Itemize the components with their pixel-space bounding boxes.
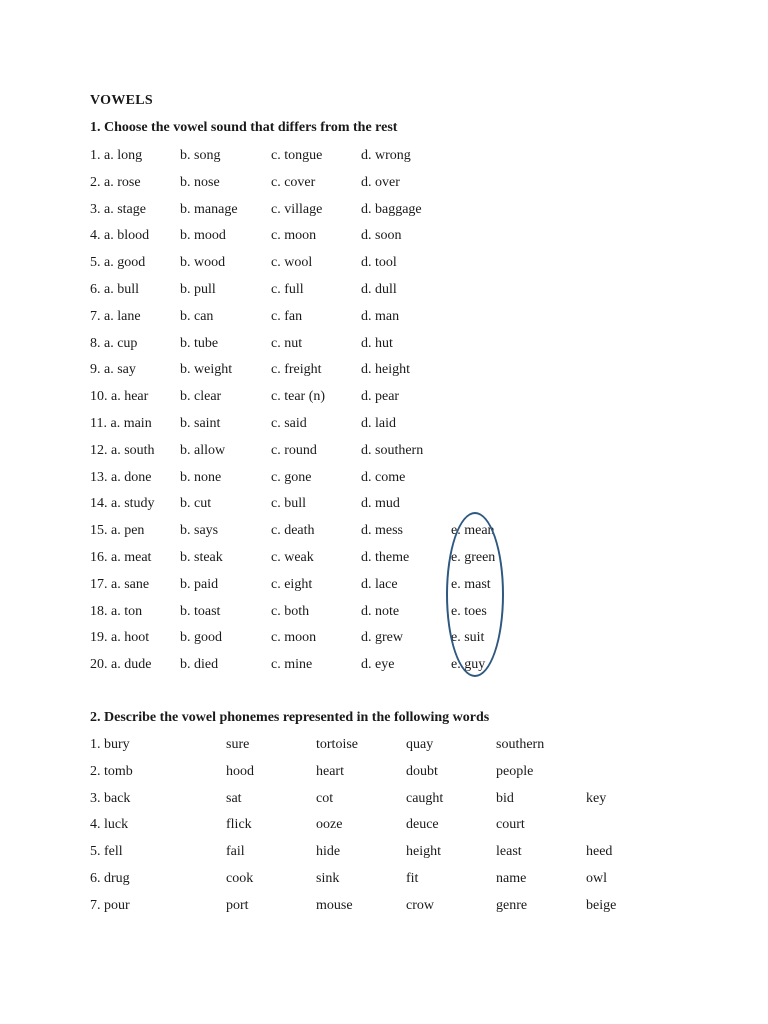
section1-option: e. guy (451, 657, 486, 673)
section1-option: 16. a. meat (90, 550, 152, 565)
section2-word: 1. bury (90, 737, 130, 752)
section1-option: c. nut (271, 335, 303, 351)
section2-word: people (496, 763, 534, 779)
section1-option: d. theme (361, 550, 410, 565)
section1-option: c. round (271, 442, 317, 458)
section1-option: d. eye (361, 657, 395, 673)
section2-word: name (496, 871, 527, 886)
section2-word: bid (496, 790, 514, 806)
section1-option: c. death (271, 523, 315, 539)
section2-word: flick (226, 817, 252, 833)
section1-option: d. baggage (361, 201, 422, 217)
section1-option: c. tongue (271, 148, 323, 163)
section1-heading: 1. Choose the vowel sound that differs from the rest (90, 120, 398, 135)
section1-option: d. laid (361, 416, 396, 431)
section2-word: beige (586, 897, 617, 913)
section1-option: e. suit (451, 630, 485, 646)
section1-option: 17. a. sane (90, 576, 150, 592)
section1-option: 11. a. main (90, 416, 152, 431)
section1-option: 2. a. rose (90, 174, 141, 190)
section1-option: c. eight (271, 576, 313, 592)
section1-option: 10. a. hear (90, 389, 149, 405)
section1-option: b. steak (180, 550, 223, 565)
section2-word: genre (496, 897, 528, 913)
section1-option: 4. a. blood (90, 228, 150, 244)
section1-option: d. mess (361, 523, 403, 539)
section1-option: b. can (180, 308, 214, 324)
section1-option: e. toes (451, 603, 487, 619)
section2-word: fit (406, 871, 419, 886)
section1-option: b. saint (180, 416, 221, 431)
section2-word: 5. fell (90, 844, 123, 860)
section1-option: b. none (180, 469, 222, 485)
section2-word: caught (406, 790, 444, 806)
section2-word: deuce (406, 817, 439, 833)
section1-option: 9. a. say (90, 362, 136, 378)
section2-word: quay (406, 737, 434, 752)
section2-word: fail (226, 844, 245, 860)
section1-option: d. southern (361, 442, 424, 458)
section1-option: 13. a. done (90, 469, 152, 485)
section1-option: d. hut (361, 335, 393, 351)
section2-word: mouse (316, 897, 353, 913)
section1-option: 8. a. cup (90, 335, 138, 351)
section1-option: b. nose (180, 174, 220, 190)
section1-option: c. cover (271, 174, 316, 190)
section1-option: d. over (361, 174, 400, 190)
section1-option: c. fan (271, 308, 303, 324)
section1-option: c. full (271, 282, 304, 297)
section1-option: b. manage (180, 201, 238, 217)
section1-option: b. good (180, 630, 222, 646)
section1-option: b. weight (180, 362, 233, 378)
page-title: VOWELS (90, 93, 153, 108)
section1-option: c. gone (271, 469, 312, 485)
section1-option: d. lace (361, 576, 398, 592)
section2-word: court (496, 817, 525, 833)
section1-option: c. both (271, 603, 310, 619)
section1-option: e. mast (451, 576, 491, 592)
section2-word: sure (226, 737, 250, 752)
section1-option: c. said (271, 416, 307, 431)
section1-option: 18. a. ton (90, 603, 143, 619)
section2-word: crow (406, 897, 434, 913)
section1-option: d. soon (361, 228, 402, 244)
section1-option: b. says (180, 523, 219, 539)
section2-word: southern (496, 737, 545, 752)
section1-option: c. freight (271, 362, 322, 378)
section1-option: b. song (180, 148, 221, 163)
section1-option: b. mood (180, 228, 226, 244)
section2-word: heart (316, 763, 344, 779)
section1-option: c. wool (271, 255, 313, 271)
section1-option: c. village (271, 201, 323, 217)
section1-option: b. cut (180, 496, 212, 512)
section1-option: d. come (361, 469, 406, 485)
section2-word: heed (586, 844, 613, 860)
section1-option: b. toast (180, 603, 221, 619)
section1-option: d. tool (361, 255, 397, 271)
section1-option: 7. a. lane (90, 308, 141, 324)
section2-word: doubt (406, 763, 438, 779)
section1-option: d. man (361, 308, 400, 324)
section1-option: 20. a. dude (90, 657, 152, 673)
section1-option: d. mud (361, 496, 400, 512)
section2-word: port (226, 897, 249, 913)
section2-word: least (496, 844, 522, 860)
section1-option: d. dull (361, 282, 397, 297)
section2-word: sat (226, 790, 242, 806)
section2-word: tortoise (316, 737, 358, 752)
section1-option: c. tear (n) (271, 389, 326, 405)
section1-option: 5. a. good (90, 255, 146, 271)
section1-option: b. allow (180, 442, 226, 458)
section1-option: d. grew (361, 630, 403, 646)
section1-option: b. wood (180, 255, 226, 271)
section2-word: 6. drug (90, 871, 130, 886)
section1-option: b. pull (180, 282, 216, 297)
section1-option: 15. a. pen (90, 523, 145, 539)
section2-word: hood (226, 763, 254, 779)
section2-word: cook (226, 871, 254, 886)
section1-option: b. clear (180, 389, 222, 405)
section1-option: c. bull (271, 496, 306, 512)
section1-option: d. pear (361, 389, 400, 405)
section2-word: height (406, 844, 441, 860)
section1-option: 19. a. hoot (90, 630, 150, 646)
section1-option: 14. a. study (90, 496, 155, 512)
section1-option: 1. a. long (90, 148, 143, 163)
section2-word: 7. pour (90, 897, 130, 913)
section1-option: c. weak (271, 550, 314, 565)
section2-word: hide (316, 844, 341, 860)
section2-word: sink (316, 871, 340, 886)
section1-option: 6. a. bull (90, 282, 139, 297)
section1-option: c. moon (271, 630, 317, 646)
section1-option: e. mean (451, 523, 495, 539)
section1-option: d. note (361, 603, 400, 619)
section2-word: owl (586, 871, 607, 886)
section2-word: ooze (316, 817, 343, 833)
section1-option: c. mine (271, 657, 313, 673)
section1-option: e. green (451, 550, 496, 565)
section2-word: 2. tomb (90, 763, 133, 779)
section1-option: b. died (180, 657, 219, 673)
section2-word: key (586, 790, 607, 806)
section2-word: cot (316, 790, 334, 806)
section1-option: 12. a. south (90, 442, 155, 458)
section2-heading: 2. Describe the vowel phonemes represented in the following words (90, 710, 490, 725)
section1-option: 3. a. stage (90, 201, 146, 217)
section2-word: 4. luck (90, 817, 129, 833)
section2-word: 3. back (90, 790, 131, 806)
section1-option: d. height (361, 362, 410, 378)
section1-option: b. tube (180, 335, 219, 351)
section1-option: b. paid (180, 576, 219, 592)
section1-option: d. wrong (361, 148, 411, 163)
section1-option: c. moon (271, 228, 317, 244)
